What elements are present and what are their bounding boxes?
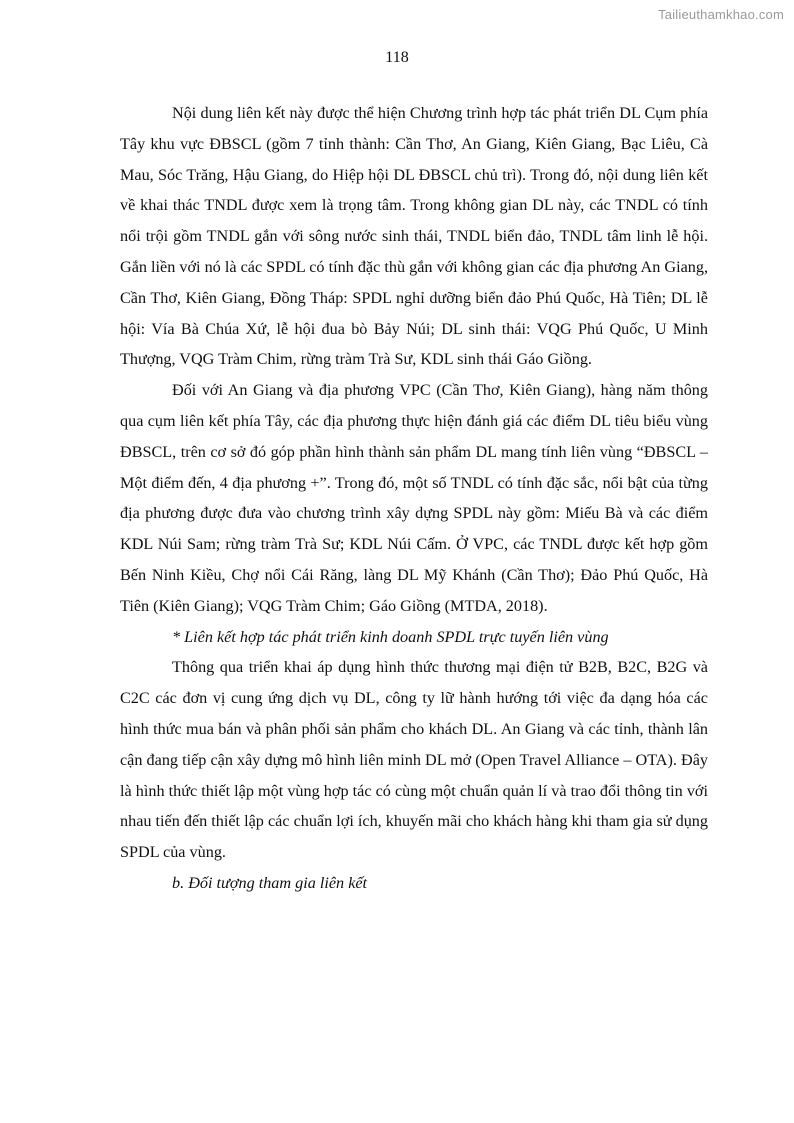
subheading-online-cooperation: * Liên kết hợp tác phát triển kinh doanh SPDL trực tuyến liên vùng (172, 627, 609, 646)
section-heading-b: b. Đối tượng tham gia liên kết (172, 873, 368, 892)
paragraph-3: Thông qua triển khai áp dụng hình thức thương mại điện tử B2B, B2C, B2G và C2C các đơn vị cung ứng dịch vụ DL, công ty lữ hành hướng tới việc đa dạng hóa các hình thức mua bán và phân phối sản phẩm cho khách DL. An Giang và các tỉnh, thành lân cận đang tiếp cận xây dựng mô hình liên minh DL mở (Open Travel Alliance – OTA). Đây là hình thức thiết lập một vùng hợp tác có cùng một chuẩn quản lí và trao đổi thông tin với nhau tiến đến thiết lập các chuẩn lợi ích, khuyến mãi cho khách hàng khi tham gia sử dụng SPDL của vùng. (120, 658, 708, 862)
page-number: 118 (385, 49, 409, 66)
paragraph-2: Đối với An Giang và địa phương VPC (Cần Thơ, Kiên Giang), hàng năm thông qua cụm liên kết phía Tây, các địa phương thực hiện đánh giá các điểm DL tiêu biểu vùng ĐBSCL, trên cơ sở đó góp phần hình thành sản phẩm DL mang tính liên vùng “ĐBSCL – Một điểm đến, 4 địa phương +”. Trong đó, một số TNDL có tính đặc sắc, nổi bật của từng địa phương được đưa vào chương trình xây dựng SPDL này gồm: Miếu Bà và các điểm KDL Núi Sam; rừng tràm Trà Sư; KDL Núi Cấm. Ở VPC, các TNDL được kết hợp gồm Bến Ninh Kiều, Chợ nổi Cái Răng, làng DL Mỹ Khánh (Cần Thơ); Đảo Phú Quốc, Hà Tiên (Kiên Giang); VQG Tràm Chim; Gáo Giồng (MTDA, 2018). (120, 381, 708, 615)
paragraph-1: Nội dung liên kết này được thể hiện Chương trình hợp tác phát triển DL Cụm phía Tây khu vực ĐBSCL (gồm 7 tỉnh thành: Cần Thơ, An Giang, Kiên Giang, Bạc Liêu, Cà Mau, Sóc Trăng, Hậu Giang, do Hiệp hội DL ĐBSCL chủ trì). Trong đó, nội dung liên kết về khai thác TNDL được xem là trọng tâm. Trong không gian DL này, các TNDL có tính nổi trội gồm TNDL gắn với sông nước sinh thái, TNDL biển đảo, TNDL tâm linh lễ hội. Gắn liền với nó là các SPDL có tính đặc thù gắn với không gian các địa phương An Giang, Cần Thơ, Kiên Giang, Đồng Tháp: SPDL nghỉ dưỡng biển đảo Phú Quốc, Hà Tiên; DL lễ hội: Vía Bà Chúa Xứ, lễ hội đua bò Bảy Núi; DL sinh thái: VQG Phú Quốc, U Minh Thượng, VQG Tràm Chim, rừng tràm Trà Sư, KDL sinh thái Gáo Giồng. (120, 104, 708, 369)
watermark: Tailieuthamkhao.com (658, 7, 784, 22)
document-body (120, 98, 708, 899)
